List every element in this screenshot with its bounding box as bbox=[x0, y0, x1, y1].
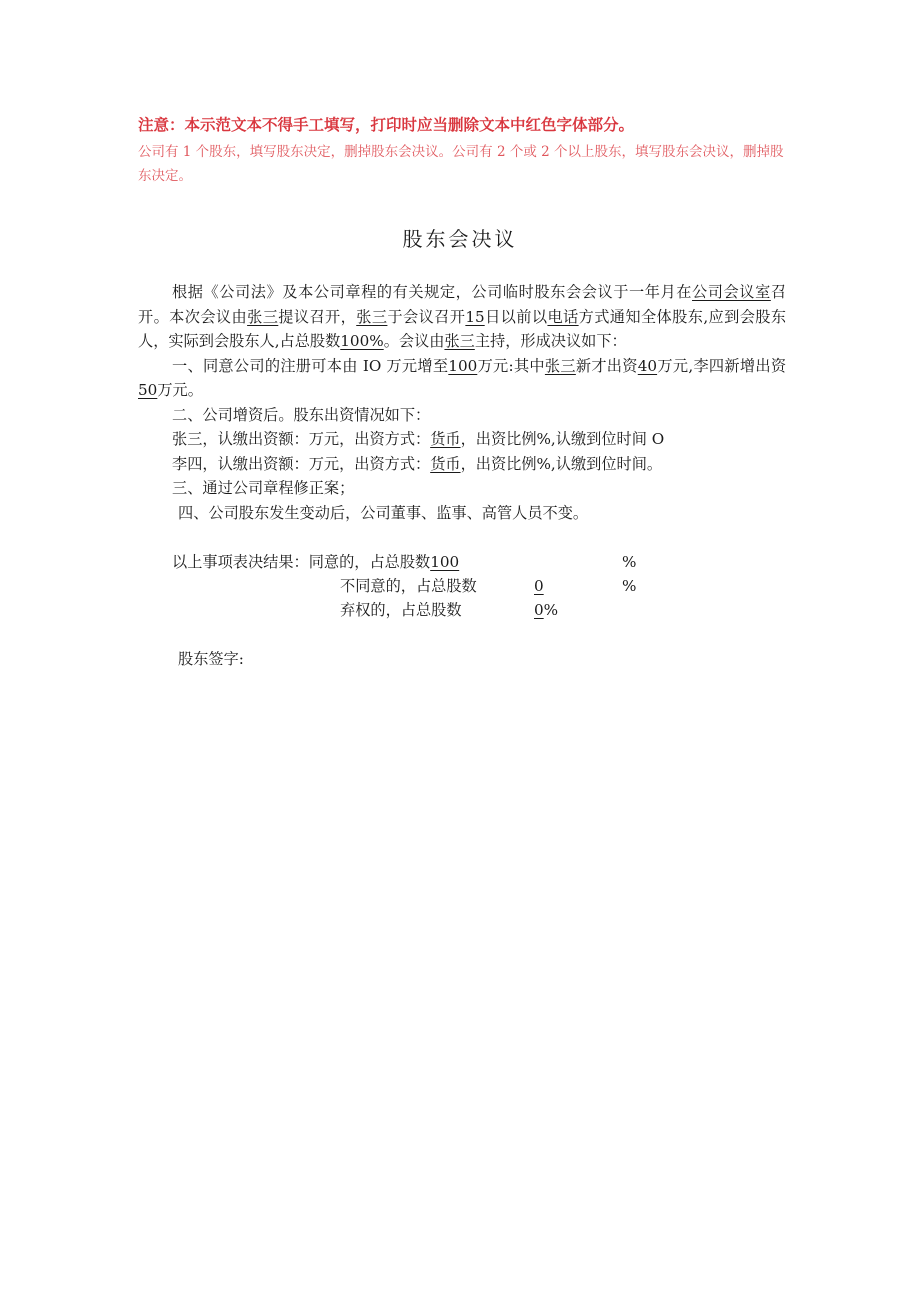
vote-prefix: 以上事项表决结果： bbox=[172, 553, 309, 571]
notice-days: 15 bbox=[465, 307, 485, 326]
abstain-percent-sign: % bbox=[543, 601, 559, 619]
agree-label: 同意的，占总股数 bbox=[308, 553, 431, 571]
resolution-text: 万元,李四新增出资 bbox=[657, 356, 787, 375]
attendance-percent: 100% bbox=[340, 332, 384, 350]
intro-text: 主持，形成决议如下： bbox=[474, 332, 627, 350]
agree-value: 100 bbox=[430, 553, 460, 571]
notice-method: 电话 bbox=[547, 307, 579, 326]
notice-line-1: 注意：本示范文本不得手工填写，打印时应当删除文本中红色字体部分。 bbox=[138, 115, 635, 134]
meeting-place: 公司会议室 bbox=[692, 283, 771, 301]
vote-abstain-value-group bbox=[534, 598, 558, 622]
vote-disagree-label: 不同意的，占总股数 bbox=[340, 577, 477, 595]
contribution-method: 货币 bbox=[430, 454, 461, 473]
intro-text: 方式通知全体股东,应到会股东人，实际到会股东人,占总股数 bbox=[138, 307, 787, 350]
vote-abstain-label: 弃权的，占总股数 bbox=[340, 601, 462, 619]
intro-text: 日以前以 bbox=[484, 307, 548, 326]
resolution-text: 一、同意公司的注册可本由 IO 万元增至 bbox=[172, 356, 449, 375]
shareholder-text: 李四，认缴出资额：万元，出资方式： bbox=[172, 454, 431, 473]
shareholder-zhang bbox=[138, 427, 786, 452]
resolution-text: 万元。 bbox=[157, 381, 203, 399]
notifier: 张三 bbox=[356, 307, 388, 326]
resolution-1 bbox=[138, 354, 786, 403]
resolution-text: 新才出资 bbox=[575, 356, 638, 375]
document-title: 股东会决议 bbox=[402, 227, 518, 251]
resolution-2: 二、公司增资后。股东出资情况如下： bbox=[172, 405, 431, 424]
resolution-4: 四、公司股东发生变动后，公司董事、监事、高管人员不变。 bbox=[178, 503, 589, 522]
contribution-method: 货币 bbox=[430, 430, 461, 448]
notice-line-2: 公司有 1 个股东，填写股东决定，删掉股东会决议。公司有 2 个或 2 个以上股东，填写股东会决议，删掉股东决定。 bbox=[138, 144, 784, 184]
red-notice bbox=[138, 114, 788, 188]
new-capital: 100 bbox=[448, 356, 478, 375]
intro-text: 召开。本次会议由 bbox=[138, 283, 787, 326]
shareholder-li bbox=[138, 452, 786, 477]
resolution-text: 万元:其中 bbox=[477, 356, 545, 375]
shareholder-text: ，出资比例%,认缴到位时间。 bbox=[460, 454, 663, 473]
vote-agree-row bbox=[172, 550, 459, 574]
investor-name: 张三 bbox=[544, 356, 576, 375]
investment-amount-1: 40 bbox=[637, 356, 658, 375]
proposer: 张三 bbox=[247, 307, 279, 326]
disagree-percent-sign: % bbox=[622, 577, 637, 595]
abstain-value: 0 bbox=[534, 601, 544, 619]
document-body bbox=[138, 280, 786, 525]
agree-percent-sign: % bbox=[622, 553, 637, 571]
intro-paragraph bbox=[138, 280, 786, 354]
shareholder-text: 张三，认缴出资额：万元，出资方式： bbox=[172, 430, 431, 448]
shareholder-signature: 股东签字: bbox=[178, 650, 244, 668]
intro-text: 于会议召开 bbox=[387, 307, 466, 326]
intro-text: 。会议由 bbox=[383, 332, 445, 350]
resolution-3: 三、通过公司章程修正案； bbox=[172, 479, 355, 497]
shareholder-text: ，出资比例%,认缴到位时间 O bbox=[460, 430, 665, 448]
disagree-value: 0 bbox=[534, 577, 544, 595]
intro-text: 根据《公司法》及本公司章程的有关规定，公司临时股东会会议于一年月在 bbox=[172, 283, 693, 301]
intro-text: 提议召开， bbox=[278, 307, 357, 326]
investment-amount-2: 50 bbox=[138, 381, 158, 399]
chair: 张三 bbox=[444, 332, 475, 350]
